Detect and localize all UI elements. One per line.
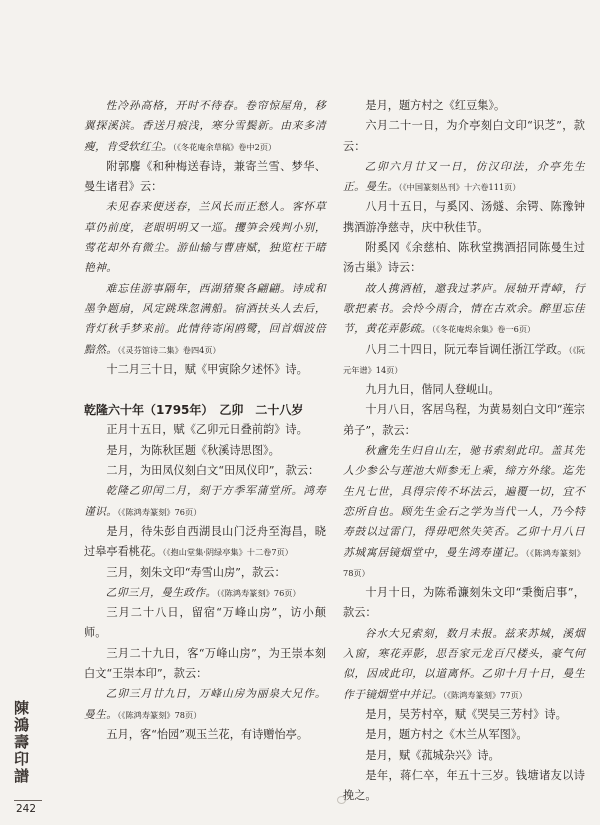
text-paragraph <box>343 583 585 624</box>
quote-paragraph <box>343 279 585 340</box>
paragraph-text: 是月，题方村之《木兰从军图》。 <box>365 728 528 742</box>
text-paragraph <box>343 400 585 441</box>
left-text-column <box>84 96 326 745</box>
quote-paragraph <box>343 441 585 583</box>
source-citation: （《灵芬馆诗二集》卷四4页） <box>117 344 221 355</box>
source-citation: （《冬花庵余草稿》卷中2页） <box>172 141 277 152</box>
source-citation: （《抱山堂集·阴绿亭集》十二卷7页） <box>162 547 293 558</box>
text-paragraph <box>343 116 585 157</box>
text-paragraph <box>343 340 585 381</box>
quote-paragraph <box>84 96 326 157</box>
paragraph-text: 十月十日，为陈希濂刻朱文印“秉衡启事”，款云： <box>343 586 585 620</box>
source-citation: （《阮元年谱》14页） <box>343 344 585 375</box>
source-citation: （《陈鸿寿篆刻》76页） <box>117 506 202 517</box>
paragraph-text: 五月，客“怡园”观玉兰花，有诗赠怡亭。 <box>106 727 309 741</box>
paragraph-text: 难忘佳游事隔年，西湖猪聚各翩翩。诗成和墨争题扇，风定跳珠忽满船。宿酒扶头人去后，背灯秋手梦来前。此情待寄闲鸥鹭，回首烟波倍黯然。 <box>84 281 326 356</box>
paragraph-text: 是月，待朱彭自西湖艮山门泛舟至海昌，晓过皋亭看桃花。 <box>84 524 326 559</box>
source-citation: （《冬花庵烬余集》卷一6页） <box>431 324 536 335</box>
text-paragraph <box>84 441 326 461</box>
paragraph-text: 八月二十四日，阮元奉旨调任浙江学政。 <box>365 342 569 356</box>
text-paragraph <box>343 725 585 745</box>
text-paragraph <box>343 197 585 238</box>
text-paragraph <box>343 746 585 766</box>
text-paragraph <box>84 522 326 563</box>
source-citation: （《陈鸿寿篆刻》76页） <box>216 587 301 598</box>
paragraph-text: 附奚冈《余慈柏、陈秋堂携酒招同陈曼生过汤古巢》诗云： <box>343 241 585 275</box>
paragraph-text: 八月十五日，与奚冈、汤燧、余锷、陈豫钟携酒游净慈寺，庆中秋佳节。 <box>343 200 585 234</box>
text-paragraph <box>343 238 585 279</box>
source-citation: （《中国篆刻丛刊》十六卷111页） <box>398 182 521 193</box>
paragraph-text: 附郭麐《和种梅送春诗，兼寄兰雪、梦华、曼生诸君》云： <box>84 159 326 194</box>
quote-paragraph <box>343 157 585 198</box>
right-text-column <box>343 96 585 806</box>
quote-paragraph <box>84 197 326 278</box>
paragraph-text: 未见春来便送春，兰风长而正愁人。客怀草草仍前度，老眼明明又一巡。攫笋会残判小别，莺花却外有微尘。游仙输与曹唐赋，独览枉干睹艳神。 <box>84 200 326 275</box>
source-citation: （《陈鸿寿篆刻》78页） <box>343 547 585 578</box>
text-paragraph <box>84 360 326 380</box>
text-paragraph <box>343 380 585 400</box>
paragraph-text: 乾隆乙卯闰二月，刻于方季军蒲堂所。鸿寿谨识。 <box>84 484 326 518</box>
paragraph-text: 六月二十一日，为介亭刻白文印“识芝”，款云： <box>343 119 585 153</box>
source-citation: （《陈鸿寿篆刻》77页） <box>442 689 527 700</box>
quote-paragraph <box>84 583 326 603</box>
paragraph-text: 乙卯三月廿九日，万峰山房为丽泉大兄作。曼生。 <box>84 687 326 721</box>
text-paragraph <box>84 603 326 644</box>
page-number: 242 <box>16 803 37 815</box>
section-gap <box>84 380 326 400</box>
year-heading <box>84 400 326 420</box>
page-number-rule <box>14 800 42 801</box>
quote-paragraph <box>84 279 326 360</box>
paragraph-text: 谷水大兄索刻，数月未报。兹来苏城，溪烟入窗，寒花弄影，思吾家元龙百尺楼头，豪气何似，因成此印，以道离怀。乙卯十月十日，曼生作于镜烟堂中并记。 <box>343 626 585 701</box>
paragraph-text: 是年，蒋仁卒，年五十三岁。钱塘诸友以诗挽之。 <box>343 768 585 803</box>
text-paragraph <box>343 705 585 725</box>
paragraph-text: 乙卯六月廿又一日，仿汉印法，介亭先生正。曼生。 <box>343 159 585 194</box>
quote-paragraph <box>84 481 326 522</box>
paragraph-text: 是月，为陈秋匡题《秋溪诗思图》。 <box>106 443 280 457</box>
page-mark-dot <box>337 796 346 804</box>
text-paragraph <box>84 461 326 481</box>
quote-paragraph <box>343 624 585 705</box>
paragraph-text: 二月，为田凤仪刻白文“田凤仪印”，款云： <box>106 464 320 478</box>
quote-paragraph <box>84 684 326 725</box>
paragraph-text: 故人携酒植，邀我过茅庐。展轴开青嶂，行歌把素书。会怜今雨合，情在古欢余。醉里忘佳节，黄花弄影疏。 <box>343 281 585 336</box>
text-paragraph <box>84 420 326 440</box>
paragraph-text: 是月，赋《菰城杂兴》诗。 <box>365 748 500 762</box>
seal-mark-text: 陳鴻壽印譜 <box>14 699 31 785</box>
text-paragraph <box>84 157 326 198</box>
paragraph-text: 乾隆六十年（1795年） 乙卯 二十八岁 <box>84 403 304 418</box>
text-paragraph <box>343 766 585 807</box>
paragraph-text: 性冷孙高格，开时不待春。卷帘惊屋角，移翼探溪滨。香送月痕浅，寒分雪鬓新。由来多清瘦，肯受软红尘。 <box>84 99 326 153</box>
paragraph-text: 是月，题方村之《红豆集》。 <box>365 99 506 112</box>
paragraph-text: 秋盦先生归自山左，驰书索刻此印。盖其先人少参公与莲池大师参无上乘，缔方外缘。迄先生凡七世，具得宗传不坏法云，遍覆一切，宜不恋所自也。顾先生金石之学为当代一人，乃今特寿鼓以过雷门，得毋吧然失笑否。乙卯十月八日苏城寓居镜烟堂中，曼生鸿寿谨记。 <box>343 444 585 559</box>
text-paragraph <box>84 725 326 745</box>
paragraph-text: 乙卯三月，曼生政作。 <box>105 585 217 599</box>
paragraph-text: 是月，吴芳村卒，赋《哭吴三芳村》诗。 <box>365 707 567 721</box>
paragraph-text: 三月二十八日，留宿“万峰山房”，访小颠师。 <box>84 606 326 640</box>
text-paragraph <box>343 96 585 116</box>
paragraph-text: 十月八日，客居鸟程，为黄易刻白文印“莲宗弟子”，款云： <box>343 403 585 437</box>
paragraph-text: 三月二十九日，客“万峰山房”，为王崇本刻白文“王崇本印”，款云： <box>84 646 326 681</box>
paragraph-text: 九月九日，偕同人登岘山。 <box>365 383 500 397</box>
source-citation: （《陈鸿寿篆刻》78页） <box>117 709 202 720</box>
paragraph-text: 正月十五日，赋《乙卯元日叠前韵》诗。 <box>106 423 308 437</box>
text-paragraph <box>84 563 326 583</box>
paragraph-text: 三月，刻朱文印“寿雪山房”，款云： <box>106 565 286 579</box>
text-paragraph <box>84 644 326 685</box>
paragraph-text: 十二月三十日，赋《甲寅除夕述怀》诗。 <box>106 362 308 376</box>
seal-mark <box>14 700 50 785</box>
